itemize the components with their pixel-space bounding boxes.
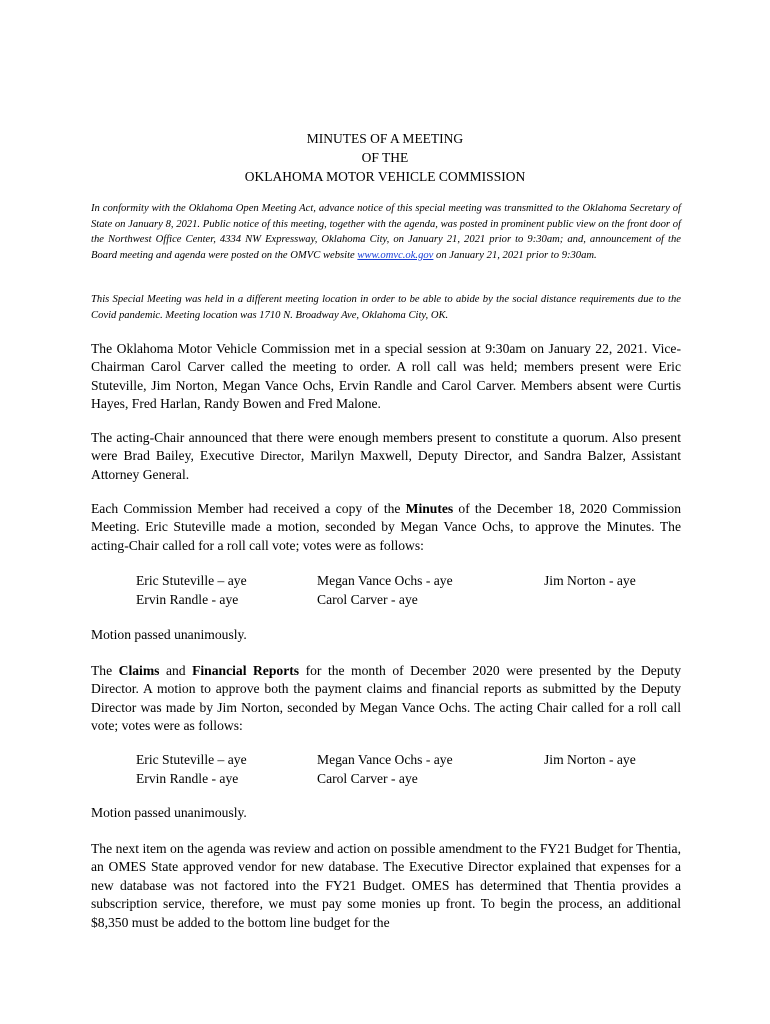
open-meeting-notice — [91, 201, 681, 263]
document-title — [0, 129, 770, 186]
vote-table-claims — [136, 751, 681, 788]
claims-text: The — [91, 663, 119, 678]
vote-cell: Jim Norton - aye — [544, 573, 636, 588]
vote-cell: Eric Stuteville – aye — [136, 752, 247, 767]
quorum-text: The acting-Chair announced that there were enough members present to constitute a quorum. Also present were Brad Bailey, Executive — [91, 430, 681, 464]
special-meeting-notice: This Special Meeting was held in a different meeting location in order to be able to abide by the social distance requirements due to the Covid pandemic. Meeting location was 1710 N. Broadway Ave, Oklahoma City, OK. — [91, 294, 681, 321]
vote-cell: Carol Carver - aye — [317, 770, 418, 786]
claims-bold: Claims — [118, 663, 160, 678]
quorum-text-director: Director — [260, 449, 301, 464]
claims-text-end: for the month of December 2020 were presented by the Deputy Director. A motion to approve both the payment claims and financial reports as submitted by the Deputy Director was made by Jim Norton, seconded by Megan Vance Ochs. The acting Chair called for a roll call vote; votes were as follows: — [91, 663, 681, 734]
paragraph-claims — [91, 662, 681, 736]
title-line-3: OKLAHOMA MOTOR VEHICLE COMMISSION — [244, 169, 526, 184]
paragraph-budget-amendment: The next item on the agenda was review and action on possible amendment to the FY21 Budget for Thentia, an OMES State approved vendor for new database. The Executive Director explained that expenses for a new database was not factored into the FY21 Budget. OMES has determined that Thentia provides a subscription service, therefore, we must pay some monies up front. To begin the process, an additional $8,350 must be added to the bottom line budget for the — [91, 841, 681, 930]
minutes-bold: Minutes — [405, 501, 454, 516]
vote-cell: Carol Carver - aye — [317, 591, 418, 607]
paragraph-quorum — [91, 429, 681, 484]
minutes-text: Each Commission Member had received a copy of the — [91, 501, 406, 516]
quorum-text-end: , Marilyn Maxwell, Deputy Director, and Sandra Balzer, Assistant Attorney General. — [91, 448, 681, 482]
paragraph-call-to-order: The Oklahoma Motor Vehicle Commission met in a special session at 9:30am on January 22, 2021. Vice-Chairman Carol Carver called the meeting to order. A roll call was held; members present were Eric Stuteville, Jim Norton, Megan Vance Ochs, Ervin Randle and Carol Carver. Members absent were Curtis Hayes, Fred Harlan, Randy Bowen and Fred Malone. — [91, 341, 681, 412]
title-line-1: MINUTES OF A MEETING — [306, 131, 464, 146]
notice-text-end: on January 21, 2021 prior to 9:30am. — [433, 249, 597, 261]
title-line-2: OF THE — [361, 150, 409, 165]
vote-cell: Megan Vance Ochs - aye — [317, 573, 453, 588]
motion-passed-2: Motion passed unanimously. — [91, 805, 247, 820]
vote-table-minutes — [136, 572, 681, 609]
notice-text: In conformity with the Oklahoma Open Meeting Act, advance notice of this special meeting was transmitted to the Oklahoma Secretary of State on January 8, 2021. Public notice of this meeting, together with the agenda, was posted in prominent public view on the front door of the Northwest Office Center, 4334 NW Expressway, Oklahoma City, on January 21, 2021 prior to 9:30am; and, announcement of the Board meeting and agenda were posted on the OMVC website — [91, 203, 681, 261]
vote-row — [136, 572, 681, 591]
minutes-text-end: of the December 18, 2020 Commission Meeting. Eric Stuteville made a motion, seconded by Megan Vance Ochs, to approve the Minutes. The acting-Chair called for a roll call vote; votes were as follows: — [91, 501, 682, 553]
vote-cell: Megan Vance Ochs - aye — [317, 752, 453, 767]
omvc-website-link[interactable]: www.omvc.ok.gov — [357, 249, 434, 261]
motion-passed-1: Motion passed unanimously. — [91, 627, 247, 642]
financial-reports-bold: Financial Reports — [192, 663, 300, 678]
vote-cell: Ervin Randle - aye — [136, 770, 239, 786]
vote-row — [136, 751, 681, 770]
vote-row — [136, 591, 681, 610]
vote-cell: Jim Norton - aye — [544, 752, 636, 767]
claims-text-and: and — [159, 663, 193, 678]
vote-cell: Ervin Randle - aye — [136, 591, 239, 607]
paragraph-minutes — [91, 500, 681, 555]
vote-cell: Eric Stuteville – aye — [136, 573, 247, 588]
vote-row — [136, 770, 681, 789]
